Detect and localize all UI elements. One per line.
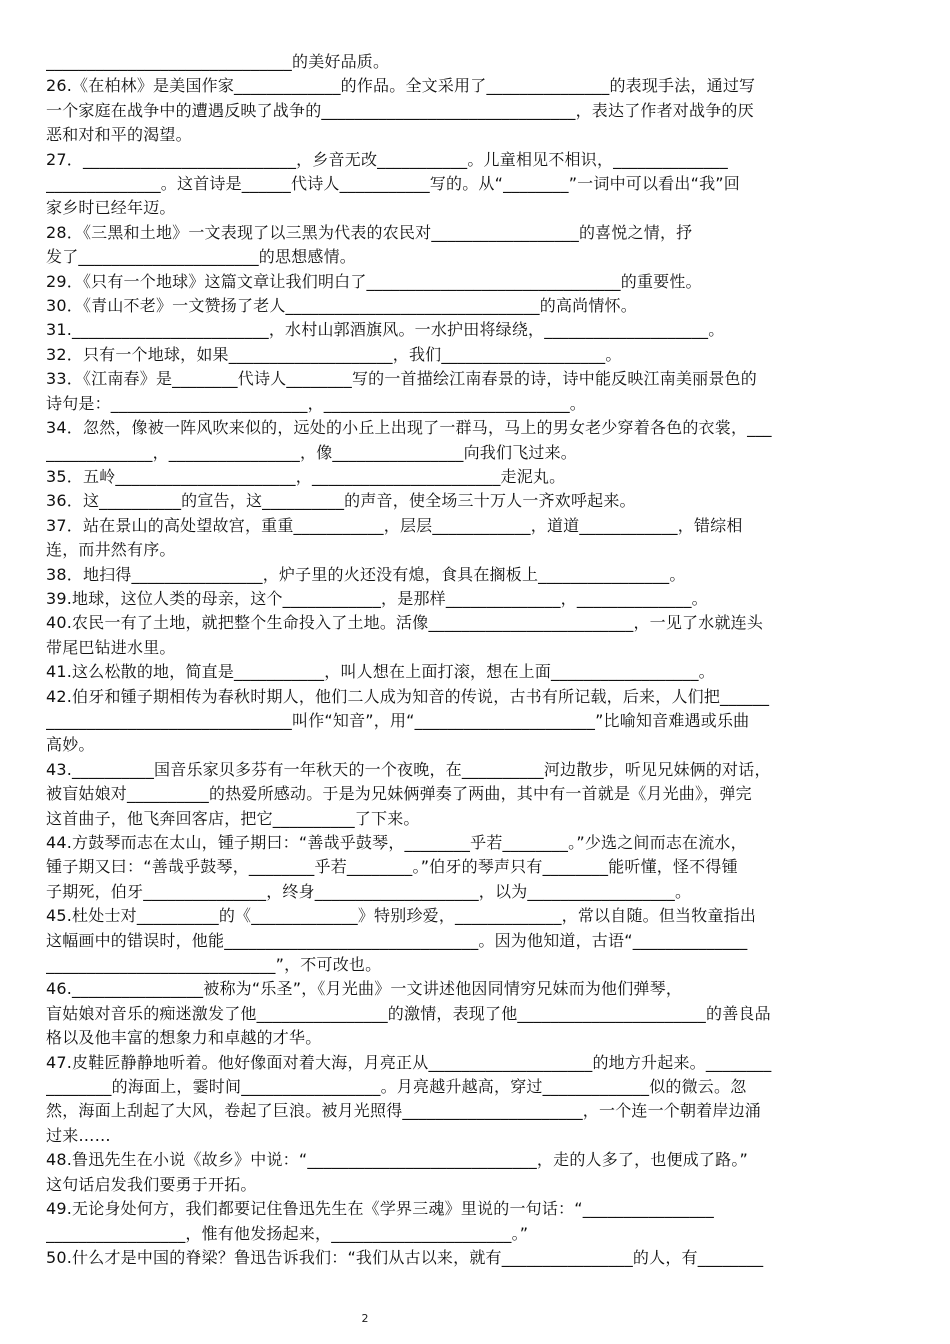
page-number: 2 xyxy=(361,1312,369,1325)
text-line: 28．《三黑和土地》一文表现了以三黑为代表的农民对__________________的喜悦之情，抒 xyxy=(46,222,693,242)
text-line: 过来…… xyxy=(46,1125,111,1145)
text-line: 31.________________________，水村山郭酒旗风。一水护田将绿绕，____________________。 xyxy=(46,320,725,340)
text-line: 35．五岭______________________，_______________________走泥丸。 xyxy=(46,466,566,486)
text-line: 49.无论身处何方，我们都要记住鲁迅先生在《学界三魂》里说的一句话：“________________ xyxy=(46,1199,714,1219)
text-line: 37．站在景山的高处望故宫，重重___________，层层____________，道道____________，错综相 xyxy=(46,515,743,535)
text-line: 30．《青山不老》一文赞扬了老人_______________________________的高尚情怀。 xyxy=(46,296,637,316)
text-line: ________的海面上，霎时间_________________。月亮越升越高，穿过_____________似的微云。忽 xyxy=(46,1077,747,1097)
text-line: 26.《在柏林》是美国作家_____________的作品。全文采用了_______________的表现手法，通过写 xyxy=(46,76,756,96)
text-line: ______________。这首诗是______代诗人___________写的。从“________”一词中可以看出“我”回 xyxy=(46,174,740,194)
text-line: _________________，惟有他发扬起来，______________________。” xyxy=(46,1223,529,1243)
text-line: 连，而井然有序。 xyxy=(46,540,176,560)
text-line: 40.农民一有了土地，就把整个生命投入了土地。活像_________________________，一见了水就连头 xyxy=(46,613,764,633)
text-line: 盲姑娘对音乐的痴迷激发了他________________的激情，表现了他_______________________的善良品 xyxy=(46,1003,771,1023)
text-line: 子期死，伯牙_______________，终身____________________，以为__________________。 xyxy=(46,881,692,901)
text-line: 带尾巴钻进水里。 xyxy=(46,637,176,657)
text-line: 46.________________被称为“乐圣”，《月光曲》一文讲述他因同情穷兄妹而为他们弹琴， xyxy=(46,979,683,999)
text-line: 这句话启发我们要勇于开拓。 xyxy=(46,1174,257,1194)
text-line: 47.皮鞋匠静静地听着。他好像面对着大海，月亮正从____________________的地方升起来。________ xyxy=(46,1052,772,1072)
text-line: ____________________________”，不可改也。 xyxy=(46,955,382,975)
text-line: 36．这__________的宣告，这__________的声音，使全场三十万人一齐欢呼起来。 xyxy=(46,491,636,511)
text-line: 33．《江南春》是________代诗人________写的一首描绘江南春景的诗，诗中能反映江南美丽景色的 xyxy=(46,369,757,389)
text-line: 锺子期又曰：“善哉乎鼓琴，________乎若________。”伯牙的琴声只有________能听懂，怪不得锺 xyxy=(46,857,738,877)
text-line: 34．忽然，像被一阵风吹来似的，远处的小丘上出现了一群马，马上的男女老少穿着各色的衣裳，___ xyxy=(46,418,772,438)
text-line: _____________，________________，像________________向我们飞过来。 xyxy=(46,442,578,462)
worksheet-page xyxy=(46,50,906,1270)
text-line: 32．只有一个地球，如果____________________，我们____________________。 xyxy=(46,344,622,364)
text-line: 高妙。 xyxy=(46,735,95,755)
text-line: 被盲姑娘对__________的热爱所感动。于是为兄妹俩弹奏了两曲，其中有一首就是《月光曲》，弹完 xyxy=(46,784,752,804)
text-line: 发了______________________的思想感情。 xyxy=(46,247,357,267)
text-line: 48.鲁迅先生在小说《故乡》中说：“____________________________，走的人多了，也便成了路。” xyxy=(46,1150,749,1170)
text-line: 39.地球，这位人类的母亲，这个____________，是那样______________，______________。 xyxy=(46,588,708,608)
text-line: 格以及他丰富的想象力和卓越的才华。 xyxy=(46,1028,322,1048)
text-line: 这幅画中的错误时，他能_______________________________。因为他知道，古语“______________ xyxy=(46,930,748,950)
text-line: 一个家庭在战争中的遭遇反映了战争的_______________________________，表达了作者对战争的厌 xyxy=(46,100,754,120)
text-line: 44.方鼓琴而志在太山，锺子期曰：“善哉乎鼓琴，________乎若________。”少选之间而志在流水， xyxy=(46,833,747,852)
text-line: 诗句是：________________________，______________________________。 xyxy=(46,393,586,413)
text-line: 38．地扫得________________，炉子里的火还没有熄，食具在搁板上________________。 xyxy=(46,564,686,584)
text-line: 27．__________________________，乡音无改___________。儿童相见不相识，______________ xyxy=(46,149,728,169)
text-line: ______________________________的美好品质。 xyxy=(46,52,390,71)
text-line: 29．《只有一个地球》这篇文章让我们明白了_______________________________的重要性。 xyxy=(46,271,702,291)
text-line: 43.__________国音乐家贝多芬有一年秋天的一个夜晚，在__________河边散步，听见兄妹俩的对话， xyxy=(46,759,771,779)
text-line: 恶和对和平的渴望。 xyxy=(46,125,192,145)
text-line: 然，海面上刮起了大风，卷起了巨浪。被月光照得______________________，一个连一个朝着岸边涌 xyxy=(46,1101,762,1121)
text-line: 45.杜处士对__________的《_____________》特别珍爱，_____________，常以自随。但当牧童指出 xyxy=(46,906,757,926)
text-line: 42.伯牙和锺子期相传为春秋时期人，他们二人成为知音的传说，古书有所记载，后来，人们把______ xyxy=(46,686,770,706)
text-line: 50.什么才是中国的脊梁？鲁迅告诉我们：“我们从古以来，就有________________的人，有________ xyxy=(46,1247,764,1267)
text-line: ______________________________叫作“知音”，用“______________________”比喻知音难遇或乐曲 xyxy=(46,710,750,730)
text-line: 这首曲子，他飞奔回客店，把它__________了下来。 xyxy=(46,808,420,828)
text-line: 家乡时已经年迈。 xyxy=(46,198,176,218)
text-line: 41.这么松散的地，简直是___________，叫人想在上面打滚，想在上面__________________。 xyxy=(46,662,715,682)
